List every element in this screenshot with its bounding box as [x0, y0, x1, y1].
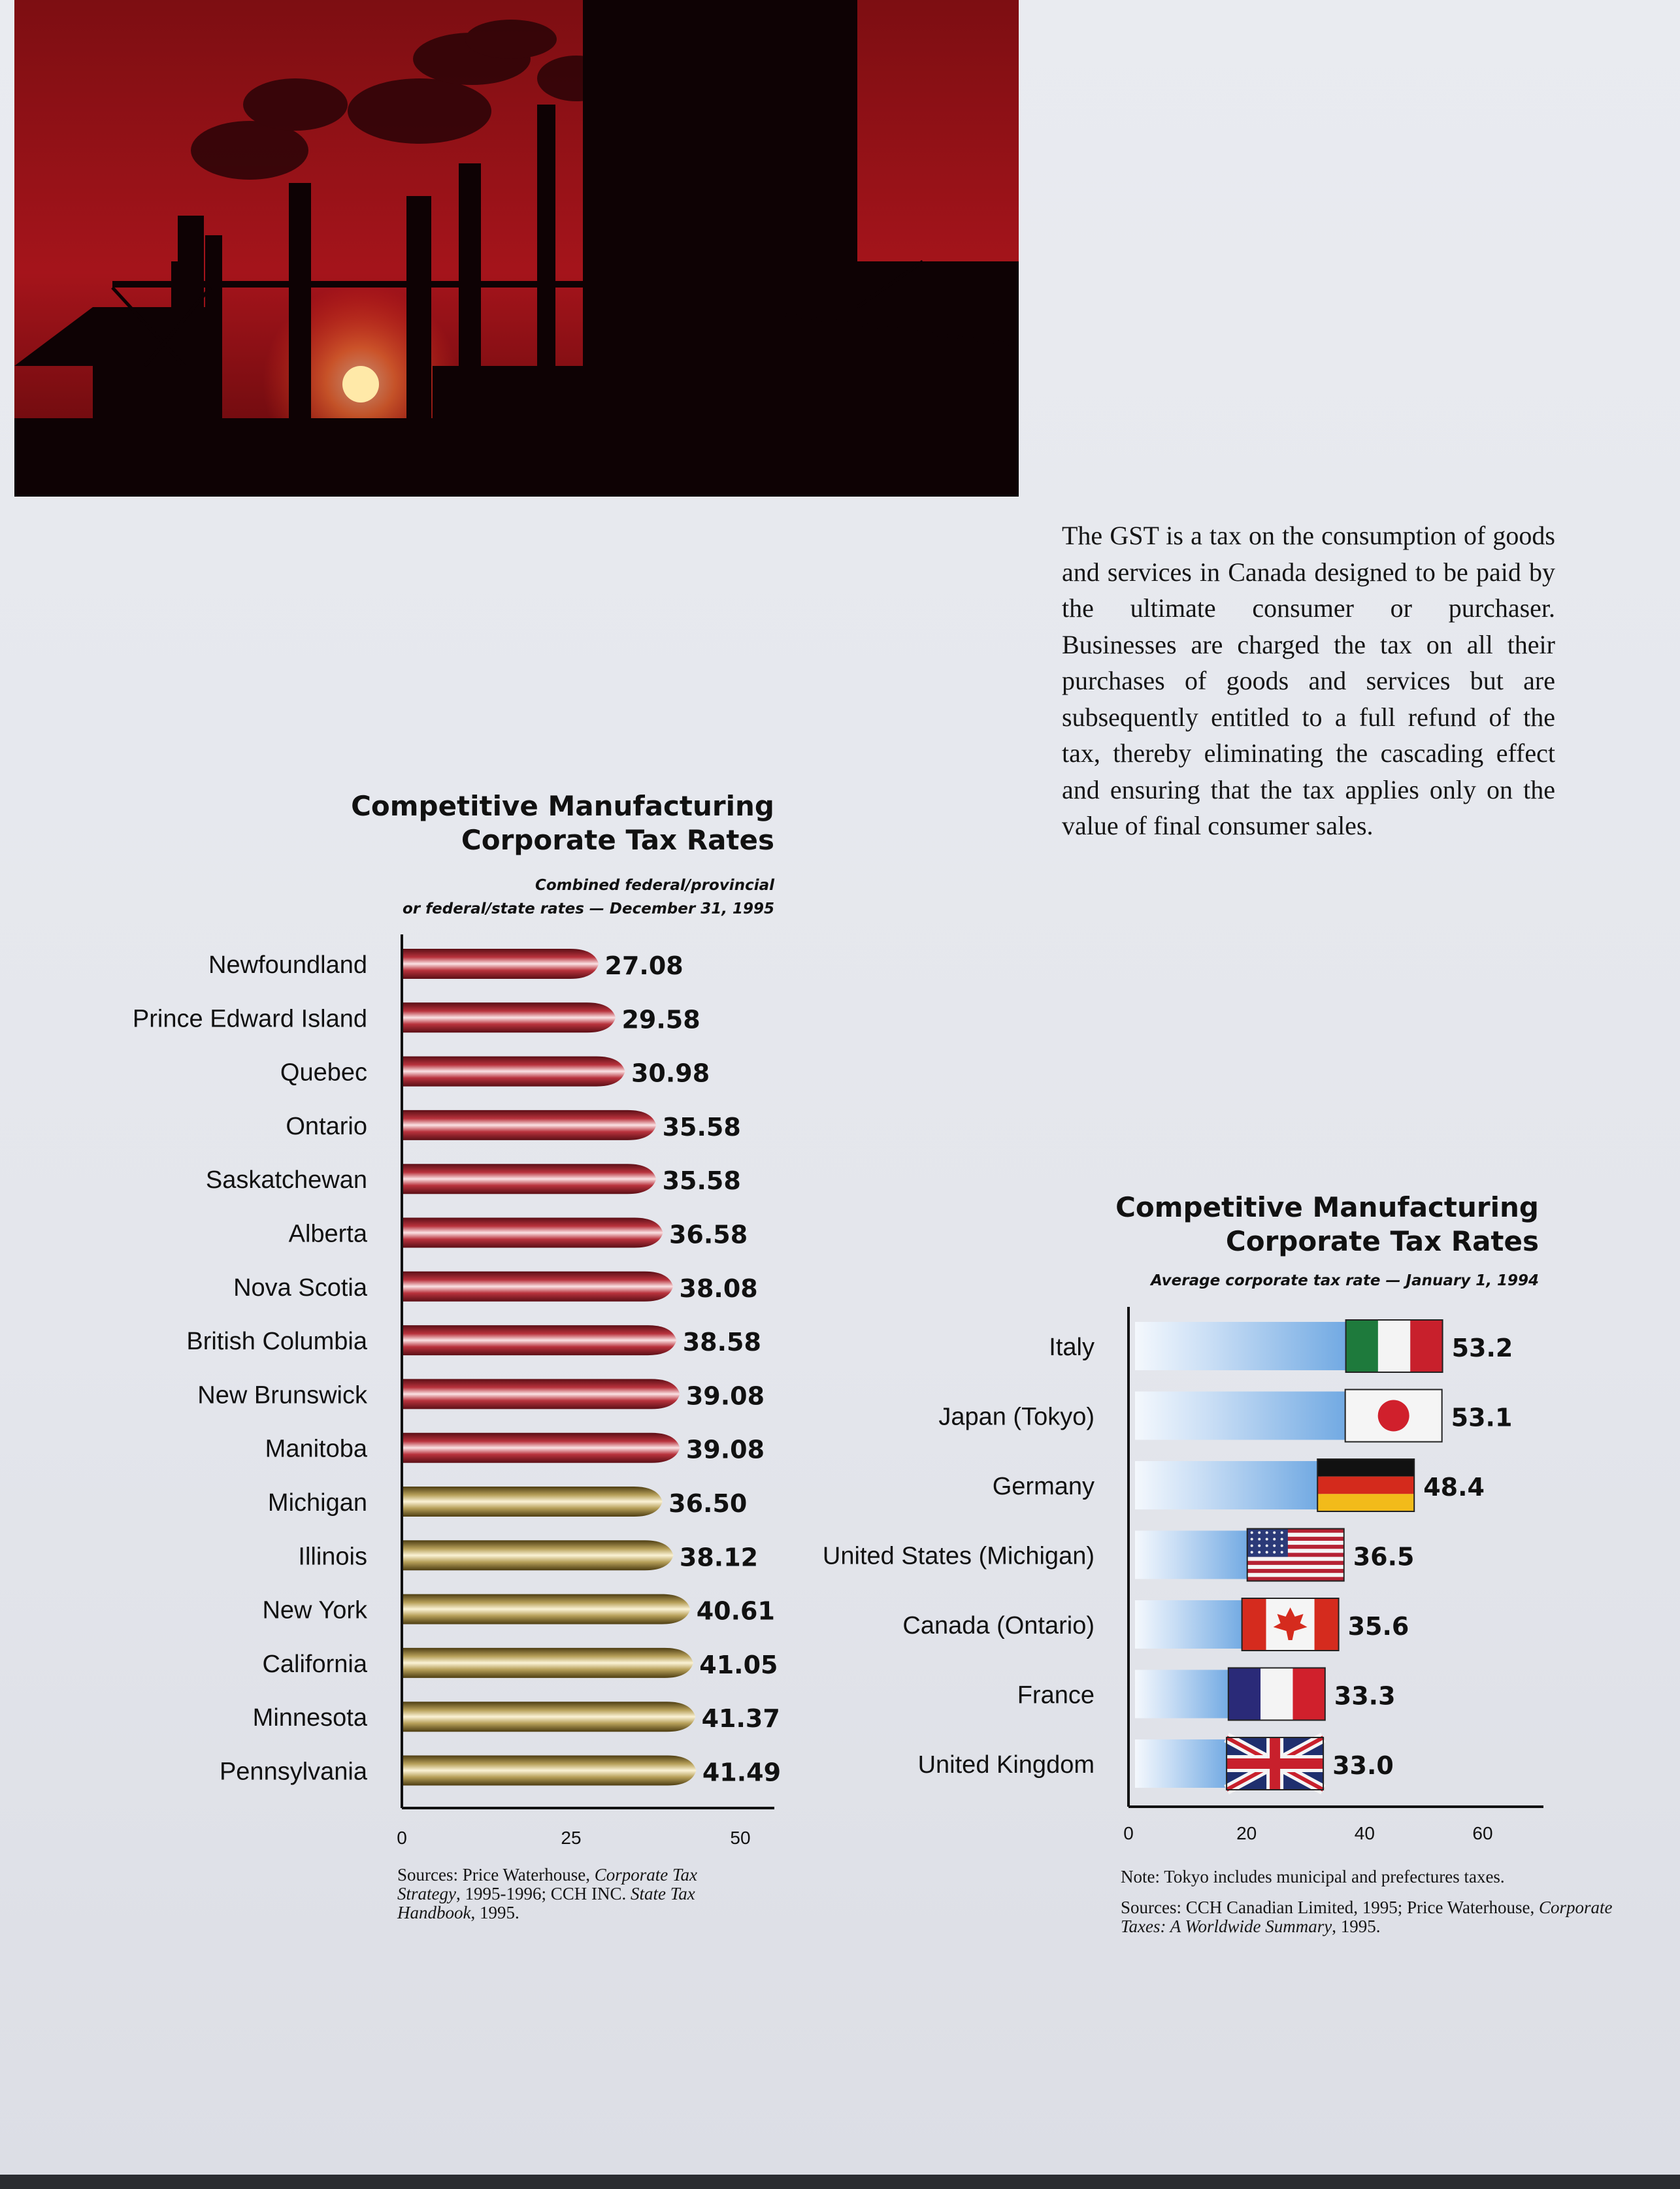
category-label-manitoba: Manitoba [265, 1435, 367, 1463]
value-label-united-kingdom: 33.0 [1332, 1751, 1394, 1780]
chart1-sources-middle: , 1995-1996; CCH INC. [455, 1884, 631, 1903]
chart2-tick-40: 40 [1354, 1823, 1375, 1843]
value-label-newfoundland: 27.08 [604, 951, 684, 980]
international-tax-rate-chart [817, 1189, 1680, 1973]
category-label-michigan: Michigan [267, 1489, 367, 1517]
chart1-sources-suffix: , 1995. [470, 1903, 519, 1922]
value-label-nova-scotia: 38.08 [679, 1274, 758, 1303]
value-label-california: 41.05 [699, 1650, 778, 1679]
bar-canada-ontario [1135, 1600, 1246, 1649]
value-label-alberta: 36.58 [668, 1220, 748, 1249]
bar-illinois [402, 1540, 674, 1570]
gst-paragraph: The GST is a tax on the consumption of goods and services in Canada designed to be paid by the ultimate consumer or purchaser. Businesses are charged the tax on all their purchases of goods and services but are subsequently entitled to a full refund of the tax, thereby eliminating the cascading effect and ensuring that the tax applies only on the value of final consumer sales. [1062, 521, 1555, 840]
bar-italy [1135, 1322, 1350, 1370]
germany-flag-icon [1317, 1459, 1414, 1511]
value-label-france: 33.3 [1334, 1681, 1396, 1711]
chart1-tick-25: 25 [561, 1828, 582, 1848]
chart2-sources-title: Corporate Taxes: A Worldwide Summary [1121, 1898, 1613, 1936]
value-label-saskatchewan: 35.58 [662, 1166, 741, 1196]
bar-british-columbia [402, 1325, 676, 1355]
chart2-note: Note: Tokyo includes municipal and prefectures taxes. [1121, 1867, 1505, 1886]
category-label-pennsylvania: Pennsylvania [219, 1758, 367, 1786]
chart1-title-line1: Competitive Manufacturing [351, 790, 774, 822]
bar-michigan [402, 1487, 663, 1517]
bar-france [1135, 1670, 1232, 1719]
bar-california [402, 1648, 693, 1678]
value-label-japan-tokyo: 53.1 [1451, 1403, 1513, 1432]
category-label-alberta: Alberta [288, 1220, 367, 1248]
value-label-minnesota: 41.37 [701, 1704, 780, 1734]
category-label-minnesota: Minnesota [252, 1704, 367, 1732]
category-label-united-kingdom: United Kingdom [917, 1751, 1095, 1779]
chart1-tick-50: 50 [730, 1828, 751, 1848]
category-label-canada-ontario: Canada (Ontario) [902, 1612, 1095, 1639]
value-label-ontario: 35.58 [662, 1112, 741, 1142]
chart1-subtitle-line2: or federal/state rates — December 31, 1995 [402, 900, 774, 917]
chart1-subtitle-line1: Combined federal/provincial [535, 877, 774, 894]
category-label-newfoundland: Newfoundland [208, 951, 367, 979]
category-label-new-brunswick: New Brunswick [197, 1381, 367, 1409]
value-label-italy: 53.2 [1451, 1334, 1513, 1362]
bar-prince-edward-island [402, 1002, 616, 1032]
category-label-italy: Italy [1049, 1334, 1095, 1361]
chart1-sources [397, 1866, 763, 1922]
category-label-quebec: Quebec [280, 1059, 367, 1087]
page-bottom-edge [0, 2175, 1680, 2189]
category-label-prince-edward-island: Prince Edward Island [132, 1005, 367, 1033]
value-label-new-york: 40.61 [696, 1596, 775, 1626]
italy-flag-icon [1346, 1320, 1443, 1372]
value-label-germany: 48.4 [1423, 1473, 1485, 1502]
category-label-british-columbia: British Columbia [186, 1328, 367, 1356]
category-label-california: California [262, 1650, 367, 1678]
value-label-pennsylvania: 41.49 [702, 1758, 782, 1787]
bar-germany [1135, 1461, 1321, 1509]
bar-quebec [402, 1057, 625, 1087]
uk-flag-icon [1227, 1737, 1323, 1790]
chart2-sources-prefix: Sources: CCH Canadian Limited, 1995; Price Waterhouse, [1121, 1898, 1539, 1917]
chart1-sources-prefix: Sources: Price Waterhouse, [397, 1865, 595, 1885]
bar-nova-scotia [402, 1272, 673, 1302]
value-label-canada-ontario: 35.6 [1347, 1612, 1409, 1641]
france-flag-icon [1228, 1668, 1325, 1720]
chart2-sources-suffix: , 1995. [1332, 1917, 1381, 1936]
value-label-united-states-michigan: 36.5 [1353, 1542, 1415, 1572]
category-label-japan-tokyo: Japan (Tokyo) [938, 1403, 1095, 1431]
bar-saskatchewan [402, 1164, 656, 1194]
canada-us-tax-rate-chart [0, 771, 823, 1947]
category-label-illinois: Illinois [298, 1543, 367, 1571]
bar-pennsylvania [402, 1756, 697, 1786]
value-label-prince-edward-island: 29.58 [621, 1005, 700, 1034]
chart2-subtitle-line1: Average corporate tax rate — January 1, 1994 [1151, 1272, 1539, 1289]
canada-flag-icon [1242, 1598, 1339, 1651]
chart2-sources [1121, 1898, 1643, 1936]
value-label-quebec: 30.98 [631, 1059, 710, 1088]
chart2-tick-20: 20 [1236, 1823, 1257, 1843]
bar-manitoba [402, 1433, 680, 1463]
chart2-title-line1: Competitive Manufacturing [1115, 1191, 1539, 1223]
category-label-saskatchewan: Saskatchewan [205, 1166, 367, 1194]
value-label-illinois: 38.12 [679, 1543, 759, 1572]
value-label-british-columbia: 38.58 [682, 1328, 761, 1357]
bar-alberta [402, 1218, 663, 1248]
bar-new-brunswick [402, 1379, 680, 1409]
category-label-new-york: New York [262, 1596, 367, 1624]
value-label-manitoba: 39.08 [685, 1435, 765, 1464]
bar-japan-tokyo [1135, 1392, 1349, 1440]
category-label-nova-scotia: Nova Scotia [233, 1274, 367, 1302]
chart1-sources-title2: State Tax Handbook [397, 1884, 695, 1922]
chart2-tick-0: 0 [1123, 1823, 1134, 1843]
category-label-united-states-michigan: United States (Michigan) [822, 1542, 1095, 1570]
value-label-michigan: 36.50 [668, 1489, 748, 1518]
bar-ontario [402, 1110, 656, 1140]
bar-new-york [402, 1594, 690, 1624]
chart2-tick-60: 60 [1472, 1823, 1493, 1843]
category-label-france: France [1017, 1681, 1095, 1709]
value-label-new-brunswick: 39.08 [685, 1381, 765, 1411]
category-label-germany: Germany [992, 1473, 1095, 1500]
factory-sunset-photo [14, 0, 1019, 497]
chart1-title-line2: Corporate Tax Rates [461, 824, 774, 856]
chart2-title-line2: Corporate Tax Rates [1225, 1225, 1539, 1257]
usa-flag-icon [1247, 1529, 1344, 1582]
chart1-sources-title1: Corporate Tax Strategy [397, 1865, 698, 1903]
bar-minnesota [402, 1702, 695, 1732]
bar-newfoundland [402, 949, 599, 979]
chart1-tick-0: 0 [397, 1828, 407, 1848]
japan-flag-icon [1345, 1390, 1442, 1442]
bar-united-states-michigan [1135, 1531, 1251, 1579]
bar-united-kingdom [1135, 1739, 1230, 1788]
category-label-ontario: Ontario [286, 1112, 367, 1140]
